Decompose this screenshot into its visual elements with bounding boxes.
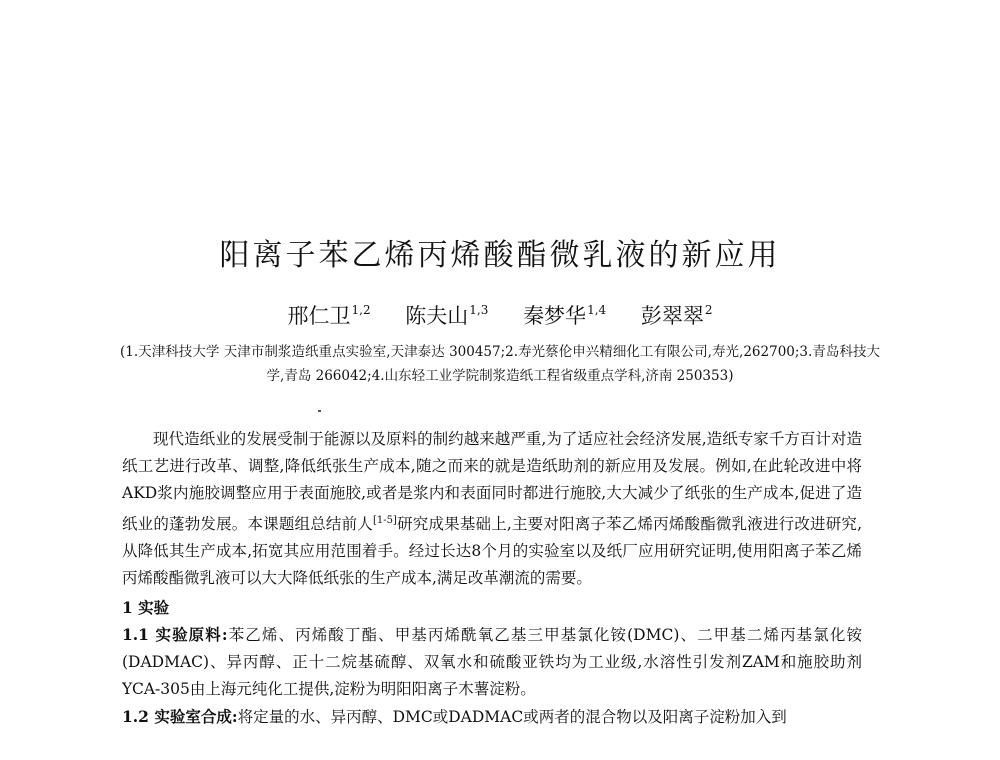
intro-paragraph	[122, 426, 862, 592]
author-name: 陈夫山	[405, 304, 469, 328]
author-affiliation-marker: 1,2	[351, 303, 371, 317]
intro-text-cont: 研究成果基础上,主要对阳离子苯乙烯丙烯酸酯微乳液进行改进研究,从降低其生产成本,拓宽其应用范围着手。经过长达8个月的实验室以及纸厂应用研究证明,使用阳离子苯乙烯丙烯酸酯微乳液可以大大降低纸张的生产成本,满足改革潮流的需要。	[122, 515, 862, 587]
affiliations: (1.天津科技大学 天津市制浆造纸重点实验室,天津泰达 300457;2.寿光蔡伦申兴精细化工有限公司,寿光,262700;3.青岛科技大学,青岛 266042;4.山东轻工业学院制浆造纸工程省级重点学科,济南 250353)	[120, 344, 880, 384]
paper-body	[122, 426, 862, 731]
subsection-label: 1.1 实验原料:	[122, 625, 228, 644]
subsection-text: 苯乙烯、丙烯酸丁酯、甲基丙烯酰氧乙基三甲基氯化铵(DMC)、二甲基二烯丙基氯化铵(DADMAC)、异丙醇、正十二烷基硫醇、双氧水和硫酸亚铁均为工业级,水溶性引发剂ZAM和施胶助剂YCA-305由上海元纯化工提供,淀粉为明阳阳离子木薯淀粉。	[122, 626, 862, 698]
intro-text: 现代造纸业的发展受制于能源以及原料的制约越来越严重,为了适应社会经济发展,造纸专家千方百计对造纸工艺进行改革、调整,降低纸张生产成本,随之而来的就是造纸助剂的新应用及发展。例如,在此轮改进中将AKD浆内施胶调整应用于表面施胶,或者是浆内和表面同时都进行施胶,大大减少了纸张的生产成本,促进了造纸业的蓬勃发展。本课题组总结前人	[122, 430, 862, 533]
author-affiliation-marker: 1,3	[469, 303, 489, 317]
author-list	[0, 300, 1000, 330]
author	[288, 300, 371, 330]
citation-ref: [1-5]	[372, 515, 397, 526]
scan-speck	[318, 410, 321, 412]
section-heading: 1 实验	[122, 598, 170, 617]
author-affiliation-marker: 2	[704, 303, 713, 317]
author-name: 邢仁卫	[287, 304, 351, 328]
paper-title: 阳离子苯乙烯丙烯酸酯微乳液的新应用	[219, 238, 781, 273]
subsection-1-1	[122, 621, 862, 703]
author-name: 彭翠翠	[640, 304, 704, 328]
subsection-label: 1.2 实验室合成:	[122, 707, 238, 726]
author	[523, 300, 606, 330]
author	[405, 300, 488, 330]
author	[641, 300, 713, 330]
subsection-1-2	[122, 703, 862, 731]
author-name: 秦梦华	[523, 304, 587, 328]
subsection-text: 将定量的水、异丙醇、DMC或DADMAC或两者的混合物以及阳离子淀粉加入到	[237, 708, 787, 726]
author-affiliation-marker: 1,4	[587, 303, 607, 317]
